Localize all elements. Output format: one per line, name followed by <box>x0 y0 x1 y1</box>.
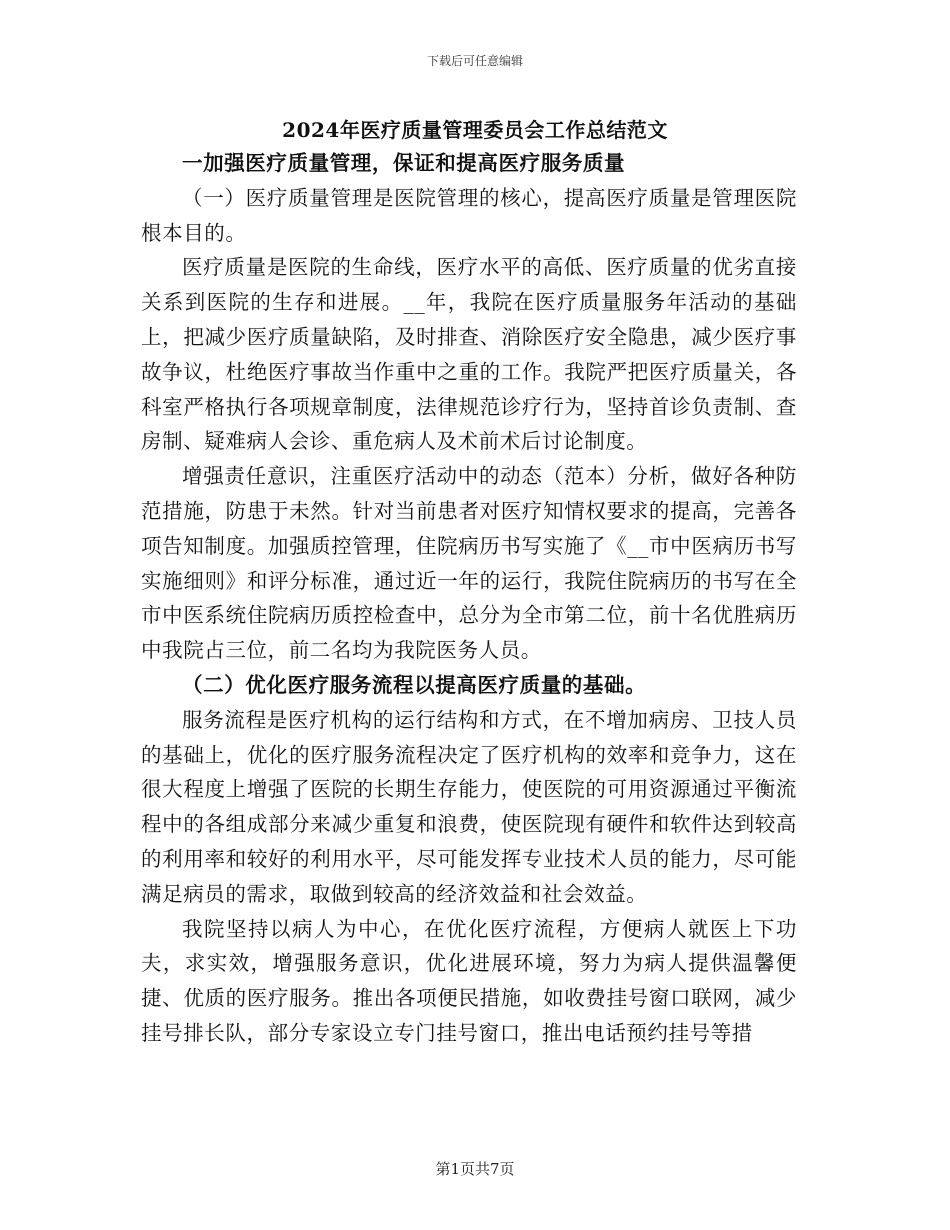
paragraph: 医疗质量是医院的生命线，医疗水平的高低、医疗质量的优劣直接关系到医院的生存和进展。__年，我院在医疗质量服务年活动的基础上，把减少医疗质量缺陷，及时排查、消除医疗安全隐患，减少医疗事故争议，杜绝医疗事故当作重中之重的工作。我院严把医疗质量关，各科室严格执行各项规章制度，法律规范诊疗行为，坚持首诊负责制、查房制、疑难病人会诊、重危病人及术前术后讨论制度。 <box>141 255 797 454</box>
page-number: 第1页共7页 <box>435 1160 515 1178</box>
header-note: 下载后可任意编辑 <box>426 54 523 68</box>
paragraph: （一）医疗质量管理是医院管理的核心，提高医疗质量是管理医院根本目的。 <box>141 185 797 245</box>
document-body <box>141 146 797 1051</box>
document-title: 2024年医疗质量管理委员会工作总结范文 <box>282 118 668 142</box>
subsection-heading: （二）优化医疗服务流程以提高医疗质量的基础。 <box>182 672 647 697</box>
paragraph: 服务流程是医疗机构的运行结构和方式，在不增加病房、卫技人员的基础上，优化的医疗服务流程决定了医疗机构的效率和竞争力，这在很大程度上增强了医院的长期生存能力，使医院的可用资源通过平衡流程中的各组成部分来减少重复和浪费，使医院现有硬件和软件达到较高的利用率和较好的利用水平，尽可能发挥专业技术人员的能力，尽可能满足病员的需求，取做到较高的经济效益和社会效益。 <box>141 707 797 906</box>
paragraph: 我院坚持以病人为中心，在优化医疗流程，方便病人就医上下功夫，求实效，增强服务意识，优化进展环境，努力为病人提供温馨便捷、优质的医疗服务。推出各项便民措施，如收费挂号窗口联网，减少挂号排长队，部分专家设立专门挂号窗口，推出电话预约挂号等措 <box>141 916 797 1045</box>
paragraph: 增强责任意识，注重医疗活动中的动态（范本）分析，做好各种防范措施，防患于未然。针对当前患者对医疗知情权要求的提高，完善各项告知制度。加强质控管理，住院病历书写实施了《__市中医病历书写实施细则》和评分标准，通过近一年的运行，我院住院病历的书写在全市中医系统住院病历质控检查中，总分为全市第二位，前十名优胜病历中我院占三位，前二名均为我院医务人员。 <box>141 464 797 663</box>
section-heading: 一加强医疗质量管理，保证和提高医疗服务质量 <box>182 151 626 175</box>
